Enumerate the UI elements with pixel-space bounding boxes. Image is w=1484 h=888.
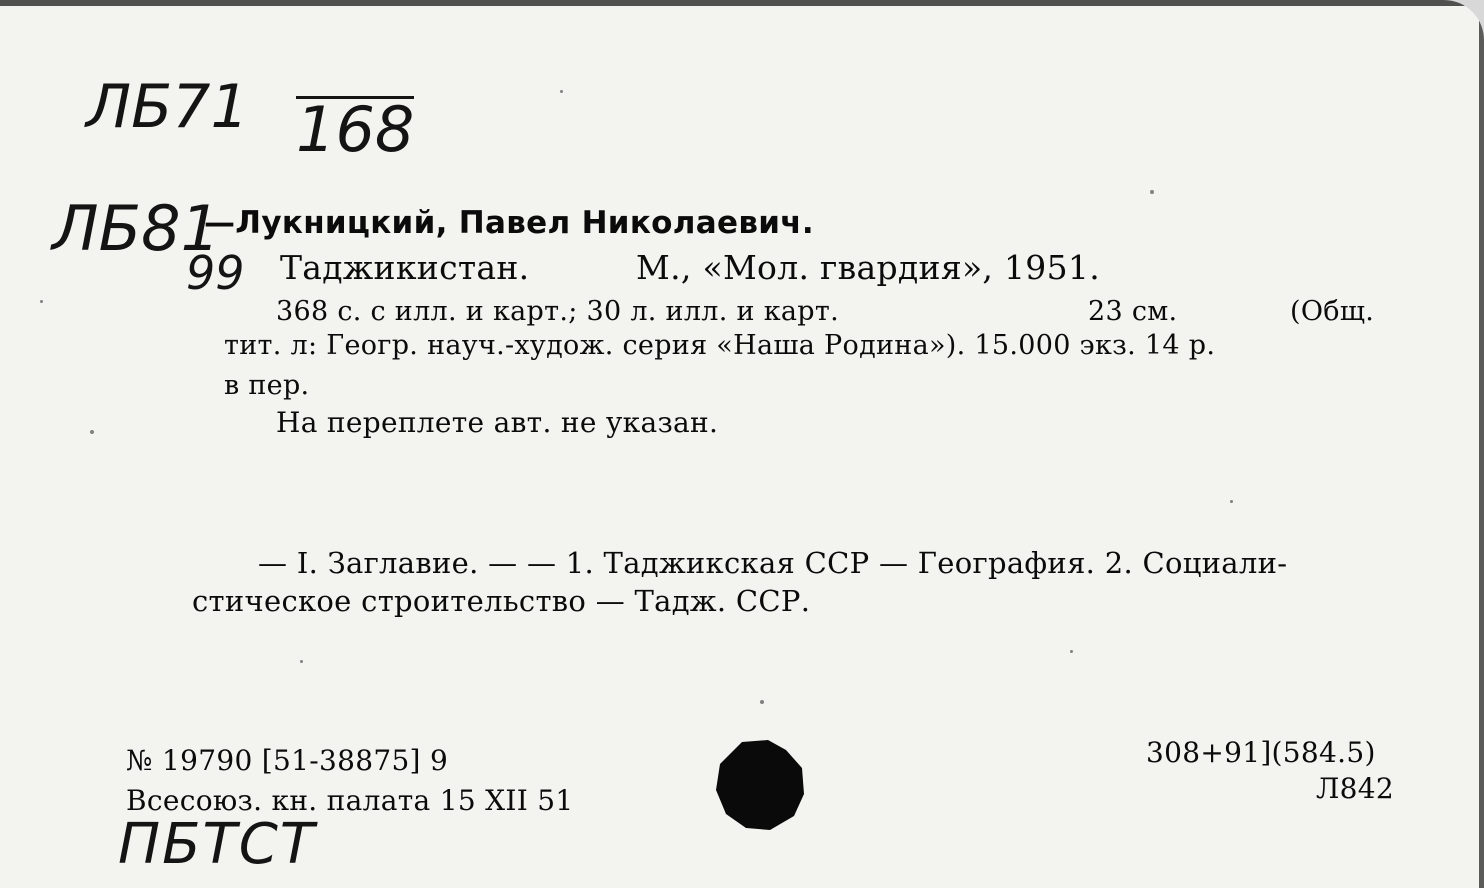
binding-note: в пер.	[224, 370, 310, 401]
author-note: На переплете авт. не указан.	[276, 406, 719, 439]
physical-description: 368 с. с илл. и карт.; 30 л. илл. и карт.	[276, 296, 839, 327]
handwritten-class-mark: ЛБ81	[52, 192, 221, 265]
dust-speck	[560, 90, 563, 93]
handwritten-class-sub: 99	[186, 246, 245, 300]
dust-speck	[760, 700, 764, 704]
subject-headings-continued: стическое строительство — Тадж. ССР.	[192, 584, 811, 618]
book-title: Таджикистан.	[280, 248, 530, 287]
dust-speck	[40, 300, 43, 303]
dust-speck	[1070, 650, 1073, 653]
dust-speck	[1230, 500, 1233, 503]
punch-hole-blot	[712, 738, 808, 832]
dust-speck	[1150, 190, 1154, 194]
scan-edge-top	[0, 0, 1484, 6]
book-chamber-date: Всесоюз. кн. палата 15 XII 51	[126, 784, 574, 817]
dust-speck	[90, 430, 94, 434]
author-heading: —Лукницкий, Павел Николаевич.	[204, 205, 814, 241]
scan-edge-right	[1479, 0, 1484, 888]
publisher-imprint: М., «Мол. гвардия», 1951.	[636, 248, 1100, 287]
cutter-number: Л842	[1316, 772, 1395, 805]
handwritten-top-number: ЛБ71	[86, 72, 249, 142]
card-size: 23 см.	[1088, 296, 1178, 327]
record-number: № 19790 [51-38875] 9	[126, 744, 449, 777]
series-note-open: (Общ.	[1290, 296, 1375, 327]
series-note: тит. л: Геогр. науч.-худож. серия «Наша Родина»). 15.000 экз. 14 р.	[224, 330, 1216, 361]
handwritten-top-fraction: 168	[296, 93, 415, 166]
handwritten-stamp-code: ПБТСТ	[118, 812, 317, 877]
dust-speck	[300, 660, 303, 663]
udc-code: 308+91](584.5)	[1146, 736, 1376, 769]
subject-headings: — I. Заглавие. — — 1. Таджикская ССР — География. 2. Социали-	[258, 546, 1288, 580]
